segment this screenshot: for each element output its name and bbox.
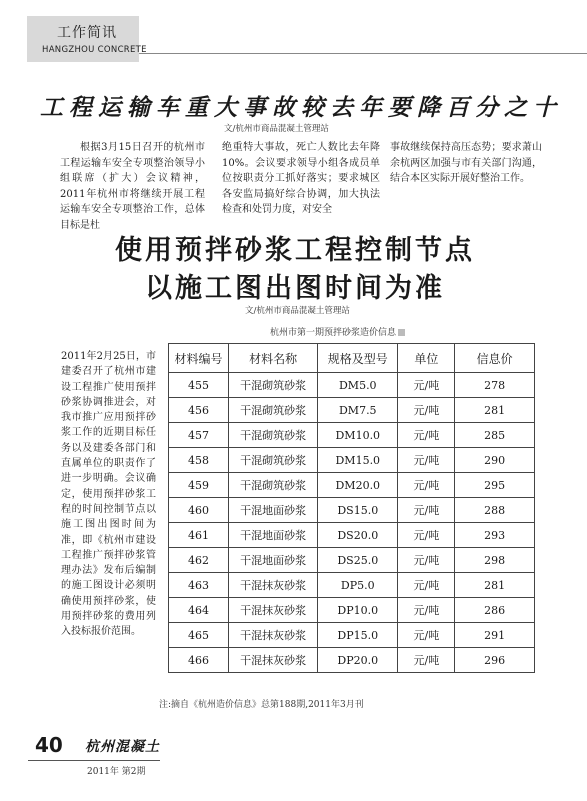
table-cell: 元/吨 [398,548,455,573]
table-header-cell: 材料编号 [169,344,229,373]
table-cell: 281 [455,398,535,423]
table-cell: 干混地面砂浆 [229,498,318,523]
table-cell: 干混砌筑砂浆 [229,398,318,423]
table-cell: 461 [169,523,229,548]
article1-column-3: 事故继续保持高压态势；要求萧山余杭两区加强与市有关部门沟通，结合本区实际开展好整治工作。 [390,142,542,184]
article1-title: 工程运输车重大事故较去年要降百分之十 [40,94,562,121]
header-rule [139,53,587,54]
table-cell: 285 [455,423,535,448]
table-cell: 元/吨 [398,473,455,498]
table-row [169,373,535,398]
table-cell: DS25.0 [318,548,398,573]
table-cell: 干混地面砂浆 [229,523,318,548]
table-cell: DP5.0 [318,573,398,598]
table-cell: 460 [169,498,229,523]
table-cell: 干混抹灰砂浆 [229,623,318,648]
table-header-cell: 信息价 [455,344,535,373]
table-cell: 元/吨 [398,423,455,448]
table-cell: 元/吨 [398,523,455,548]
table-row [169,423,535,448]
issue-label: 2011年 第2期 [87,767,146,777]
table-header-cell: 材料名称 [229,344,318,373]
table-body [169,373,535,673]
table-row [169,598,535,623]
table-cell: 288 [455,498,535,523]
table-row [169,473,535,498]
table-cell: 286 [455,598,535,623]
article2-byline: 文/杭州市商品混凝土管理站 [245,306,350,316]
table-cell: 462 [169,548,229,573]
table-cell: 元/吨 [398,573,455,598]
price-table [168,343,535,673]
caption-marker-icon [398,329,405,336]
table-cell: DM5.0 [318,373,398,398]
table-row [169,648,535,673]
table-cell: DP20.0 [318,648,398,673]
article2-title-line2: 以施工图出图时间为准 [145,273,445,304]
section-title: 工作简讯 [57,25,117,41]
table-cell: 290 [455,448,535,473]
table-cell: 457 [169,423,229,448]
table-cell: DS15.0 [318,498,398,523]
table-cell: 元/吨 [398,448,455,473]
table-note: 注:摘自《杭州造价信息》总第188期,2011年3月刊 [159,700,364,710]
table-header-cell: 规格及型号 [318,344,398,373]
table-cell: 296 [455,648,535,673]
table-row [169,523,535,548]
table-cell: 干混地面砂浆 [229,548,318,573]
article2-title-line1: 使用预拌砂浆工程控制节点 [115,235,475,266]
table-cell: 干混砌筑砂浆 [229,423,318,448]
table-cell: 298 [455,548,535,573]
table-row [169,398,535,423]
table-header-row [169,344,535,373]
magazine-logo: 杭州混凝土 [85,739,160,755]
table-cell: 元/吨 [398,398,455,423]
table-cell: 455 [169,373,229,398]
section-subtitle: HANGZHOU CONCRETE [42,45,147,55]
table-cell: 元/吨 [398,623,455,648]
table-cell: DS20.0 [318,523,398,548]
table-row [169,573,535,598]
table-cell: 干混抹灰砂浆 [229,648,318,673]
footer-rule [28,760,160,761]
table-cell: 干混砌筑砂浆 [229,448,318,473]
article1-column-2: 绝重特大事故，死亡人数比去年降10%。会议要求领导小组各成员单位按职责分工抓好落实；要求城区各安监局搞好综合协调，加大执法检查和处罚力度，对安全 [222,142,380,215]
table-cell: 干混砌筑砂浆 [229,473,318,498]
table-cell: 干混抹灰砂浆 [229,598,318,623]
table-row [169,448,535,473]
table-cell: DP10.0 [318,598,398,623]
table-row [169,498,535,523]
table-caption-text: 杭州市第一期预拌砂浆造价信息 [270,328,397,338]
page-number: 40 [35,733,63,757]
table-cell: 466 [169,648,229,673]
table-cell: DM20.0 [318,473,398,498]
table-header-cell: 单位 [398,344,455,373]
table-row [169,548,535,573]
table-cell: 463 [169,573,229,598]
article1-column-1: 根据3月15日召开的杭州市工程运输车安全专项整治领导小组联席（扩大）会议精神，2011年杭州市将继续开展工程运输车安全专项整治工作，总体目标是杜 [60,142,205,231]
table-cell: 元/吨 [398,598,455,623]
table-cell: DM7.5 [318,398,398,423]
table-cell: 干混砌筑砂浆 [229,373,318,398]
table-cell: DM10.0 [318,423,398,448]
table-cell: 元/吨 [398,648,455,673]
table-cell: 465 [169,623,229,648]
table-cell: 464 [169,598,229,623]
table-cell: 278 [455,373,535,398]
table-cell: 293 [455,523,535,548]
article2-body: 2011年2月25日，市建委召开了杭州市建设工程推广使用预拌砂浆协调推进会，对我市推广应用预拌砂浆工作的近期目标任务以及建委各部门和直属单位的职责作了进一步明确。会议确定，使用预拌砂浆工程的时间控制节点以施工图出图时间为准，即《杭州市建设工程推广预拌砂浆管理办法》发布后编制的施工图设计必须明确使用预拌砂浆，使用预拌砂浆的费用列入投标报价范围。 [61,351,156,638]
table-cell: 459 [169,473,229,498]
table-cell: 458 [169,448,229,473]
table-cell: 295 [455,473,535,498]
table-cell: 281 [455,573,535,598]
table-cell: 干混抹灰砂浆 [229,573,318,598]
table-caption [270,325,405,338]
table-cell: DM15.0 [318,448,398,473]
table-row [169,623,535,648]
table-cell: DP15.0 [318,623,398,648]
table-cell: 456 [169,398,229,423]
table-cell: 291 [455,623,535,648]
table-cell: 元/吨 [398,498,455,523]
article1-byline: 文/杭州市商品混凝土管理站 [224,124,329,134]
table-cell: 元/吨 [398,373,455,398]
